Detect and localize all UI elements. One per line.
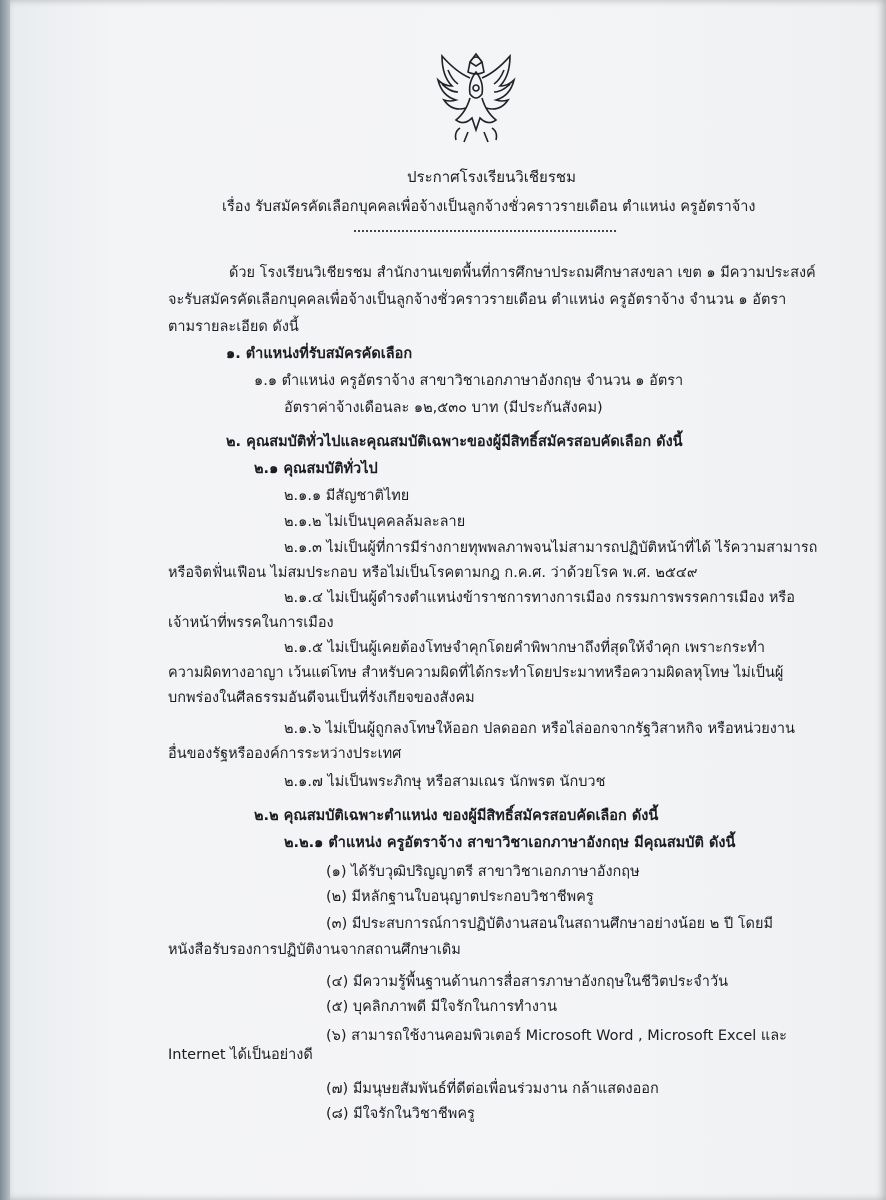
list-item: ๒.๑.๔ ไม่เป็นผู้ดำรงตำแหน่งข้าราชการทางการเมือง กรรมการพรรคการเมือง หรือ <box>284 590 795 606</box>
list-item: ความผิดทางอาญา เว้นแต่โทษ สำหรับความผิดที่ได้กระทำโดยประมาทหรือความผิดลหุโทษ ไม่เป็นผู้ <box>168 665 784 681</box>
qualification-item: (๓) มีประสบการณ์การปฏิบัติงานสอนในสถานศึกษาอย่างน้อย ๒ ปี โดยมี <box>326 916 774 932</box>
list-item: เจ้าหน้าที่พรรคในการเมือง <box>168 615 334 631</box>
qualification-item: (๑) ได้รับวุฒิปริญญาตรี สาขาวิชาเอกภาษาอังกฤษ <box>326 864 640 880</box>
list-item: หรือจิตฟั่นเฟือน ไม่สมประกอบ หรือไม่เป็นโรคตามกฎ ก.ค.ศ. ว่าด้วยโรค พ.ศ. ๒๕๔๙ <box>168 565 698 581</box>
qualification-item: (๗) มีมนุษยสัมพันธ์ที่ดีต่อเพื่อนร่วมงาน กล้าแสดงออก <box>326 1081 659 1097</box>
intro-line: ด้วย โรงเรียนวิเชียรชม สำนักงานเขตพื้นที่การศึกษาประถมศึกษาสงขลา เขต ๑ มีความประสงค์ <box>229 265 816 281</box>
qualification-item: Internet ได้เป็นอย่างดี <box>168 1047 313 1063</box>
list-item: ๒.๑.๓ ไม่เป็นผู้ที่การมีร่างกายทุพพลภาพจนไม่สามารถปฏิบัติหน้าที่ได้ ไร้ความสามารถ <box>284 540 818 556</box>
qualification-item: (๘) มีใจรักในวิชาชีพครู <box>326 1106 475 1122</box>
list-item: ๒.๑.๖ ไม่เป็นผู้ถูกลงโทษให้ออก ปลดออก หรือไล่ออกจากรัฐวิสาหกิจ หรือหน่วยงาน <box>284 721 795 737</box>
qualification-item: หนังสือรับรองการปฏิบัติงานจากสถานศึกษาเดิม <box>168 942 461 958</box>
intro-line: จะรับสมัครคัดเลือกบุคคลเพื่อจ้างเป็นลูกจ้างชั่วคราวรายเดือน ตำแหน่ง ครูอัตราจ้าง จำนวน ๑ อัตรา <box>168 292 787 308</box>
page-edge <box>0 0 10 1200</box>
list-item: อื่นของรัฐหรือองค์การระหว่างประเทศ <box>168 746 402 762</box>
subsection-heading: ๒.๒ คุณสมบัติเฉพาะตำแหน่ง ของผู้มีสิทธิ์สมัครสอบคัดเลือก ดังนี้ <box>254 808 659 824</box>
garuda-emblem-icon <box>430 48 522 148</box>
list-item: ๒.๑.๗ ไม่เป็นพระภิกษุ หรือสามเณร นักพรต นักบวช <box>284 774 606 790</box>
separator <box>354 230 616 232</box>
list-item: ๒.๑.๒ ไม่เป็นบุคคลล้มละลาย <box>284 514 466 530</box>
section-line: ๑.๑ ตำแหน่ง ครูอัตราจ้าง สาขาวิชาเอกภาษาอังกฤษ จำนวน ๑ อัตรา <box>254 373 684 389</box>
qualification-item: (๖) สามารถใช้งานคอมพิวเตอร์ Microsoft Word , Microsoft Excel และ <box>326 1028 787 1044</box>
subject-line: เรื่อง รับสมัครคัดเลือกบุคคลเพื่อจ้างเป็นลูกจ้างชั่วคราวรายเดือน ตำแหน่ง ครูอัตราจ้าง <box>222 199 756 215</box>
section-heading: ๑. ตำแหน่งที่รับสมัครคัดเลือก <box>226 346 413 362</box>
list-item: ๒.๑.๑ มีสัญชาติไทย <box>284 488 410 504</box>
qualification-item: (๒) มีหลักฐานใบอนุญาตประกอบวิชาชีพครู <box>326 889 594 905</box>
qualification-item: (๕) บุคลิกภาพดี มีใจรักในการทำงาน <box>326 999 557 1015</box>
section-heading: ๒. คุณสมบัติทั่วไปและคุณสมบัติเฉพาะของผู้มีสิทธิ์สมัครสอบคัดเลือก ดังนี้ <box>226 434 683 450</box>
subsection-heading: ๒.๑ คุณสมบัติทั่วไป <box>254 461 378 477</box>
page-title: ประกาศโรงเรียนวิเชียรชม <box>407 168 576 186</box>
qualification-item: (๔) มีความรู้พื้นฐานด้านการสื่อสารภาษาอังกฤษในชีวิตประจำวัน <box>326 974 728 990</box>
intro-line: ตามรายละเอียด ดังนี้ <box>168 319 299 335</box>
subsection-heading: ๒.๒.๑ ตำแหน่ง ครูอัตราจ้าง สาขาวิชาเอกภาษาอังกฤษ มีคุณสมบัติ ดังนี้ <box>284 835 736 851</box>
list-item: ๒.๑.๕ ไม่เป็นผู้เคยต้องโทษจำคุกโดยคำพิพากษาถึงที่สุดให้จำคุก เพราะกระทำ <box>284 640 765 656</box>
section-line: อัตราค่าจ้างเดือนละ ๑๒,๕๓๐ บาท (มีประกันสังคม) <box>284 400 603 416</box>
list-item: บกพร่องในศีลธรรมอันดีจนเป็นที่รังเกียจของสังคม <box>168 690 475 706</box>
